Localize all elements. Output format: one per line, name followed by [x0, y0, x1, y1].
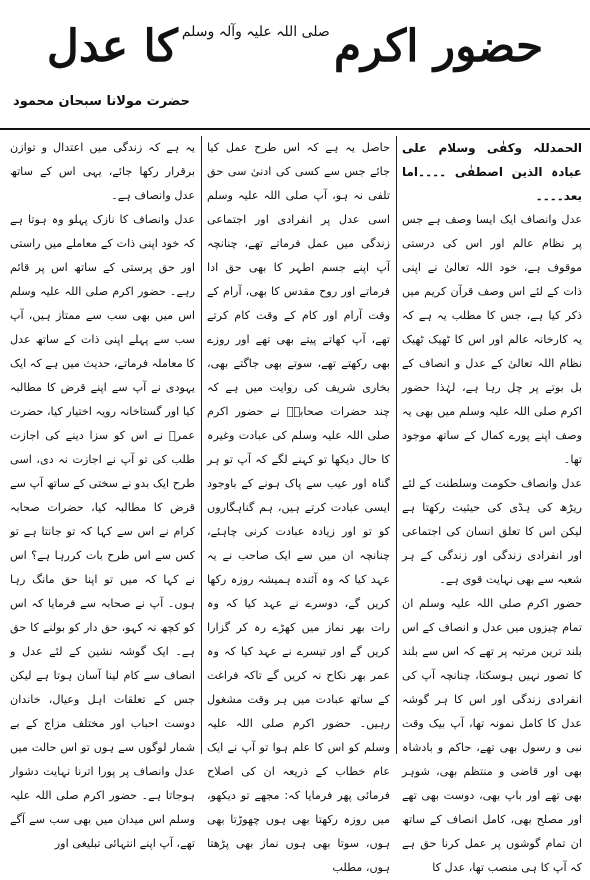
paragraph: عدل وانصاف ایک ایسا وصف ہے جس پر نظام عالم اور اس کی درستی موقوف ہے، خود اللہ تعالیٰ نے اپنی ذات کے لئے اس وصف قرآن کریم میں ذکر کیا ہے، جس کا مطلب یہ ہے کہ یہ کارخانہ عالم اور اس کا ٹھیک ٹھیک نظام اللہ تعالیٰ کے عدل و انصاف کے بل بوتے پر چل رہا ہے، لہٰذا حضور اکرم صلی اللہ علیہ وسلم میں بھی یہ وصف اپنے پورے کمال کے ساتھ موجود تھا۔ — [402, 213, 582, 466]
article-column-1 — [402, 136, 582, 874]
author-byline: حضرت مولانا سبحان محمود — [13, 94, 190, 109]
paragraph: عدل وانصاف کا نازک پہلو وہ ہوتا ہے کہ خود اپنی ذات کے معاملے میں راستی اور حق پرستی کے ساتھ اس پر قائم رہے۔ حضور اکرم صلی اللہ علیہ وسلم اس میں بھی سب سے ممتاز ہیں، آپ سب سے پہلے اپنی ذات کے ساتھ عدل کا معاملہ فرماتے، حدیث میں ہے کہ ایک یہودی نے آپ سے اپنے قرض کا مطالبہ کیا اور گستاخانہ رویہ اختیار کیا، حضرت عمرؓ نے اس کو سزا دینے کی اجازت طلب کی تو آپ نے اجازت نہ دی، اسی طرح ایک بدو نے سختی کے ساتھ آپ سے قرض کا مطالبہ کیا، حضرات صحابہ کرام نے اس سے کہا کہ تو جانتا ہے تو کس سے اس طرح بات کررہا ہے؟ اس نے کہا کہ میں تو اپنا حق مانگ رہا ہوں۔ آپ نے صحابہ سے فرمایا کہ اس کو کچھ نہ کہو، حق دار کو بولنے کا حق ہے۔ ایک گوشہ نشین کے لئے عدل و انصاف سے کام لینا آسان ہوتا ہے لیکن جس کے تعلقات اہل وعیال، خاندان دوست احباب اور مختلف مزاج کے بے شمار لوگوں سے ہوں تو اس حالت میں عدل وانصاف پر پورا اترنا نہایت دشوار ہوجاتا ہے۔ حضور اکرم صلی اللہ علیہ وسلم اس میدان میں بھی سب سے آگے تھے، آپ اپنے انتہائی تبلیغی اور — [10, 213, 195, 850]
title-main: حضور اکرم — [333, 20, 544, 72]
column-divider — [396, 136, 397, 754]
title-tail: کا عدل — [46, 20, 178, 72]
title-honorific: صلی اللہ علیہ وآلہ وسلم — [181, 24, 330, 40]
paragraph: حاصل یہ ہے کہ اس طرح عمل کیا جائے جس سے کسی کی ادنیٰ سی حق تلفی نہ ہو، آپ صلی اللہ علیہ وسلم اسی عدل پر انفرادی اور اجتماعی زندگی میں عمل فرماتے تھے، چنانچہ آپ اپنے جسم اطہر کا بھی حق ادا فرماتے اور روح مقدس کا بھی، آرام کے وقت آرام اور کام کے وقت کام کرتے تھے، آپ کھاتے پیتے بھی تھے اور روزے بھی رکھتے تھے، سوتے بھی جاگتے بھی، بخاری شریف کی روایت میں ہے کہ چند حضرات صحابہؓ نے حضور اکرم صلی اللہ علیہ وسلم کی عبادت وغیرہ کا حال دیکھا تو کہنے لگے کہ آپ تو ہر گناہ اور عیب سے پاک ہونے کے باوجود ایسی عبادت کرتے ہیں، ہم گناہگاروں کو تو اور زیادہ عبادت کرنی چاہئے، چنانچہ ان میں سے ایک صاحب نے یہ عہد کیا کہ وہ آئندہ ہمیشہ روزہ رکھا کریں گے، دوسرے نے عہد کیا کہ وہ رات بھر نماز میں کھڑے رہ کر گزارا کریں گے اور تیسرے نے عہد کیا کہ وہ عمر بھر نکاح نہ کریں گے تاکہ فراغت کے ساتھ عبادت میں ہر وقت مشغول رہیں۔ حضور اکرم صلی اللہ علیہ وسلم کو اس کا علم ہوا تو آپ نے ایک عام خطاب کے ذریعہ ان کی اصلاح فرمائی پھر فرمایا کہ: مجھے تو دیکھو، میں روزہ رکھتا بھی ہوں چھوڑتا بھی ہوں، سوتا بھی ہوں نماز بھی پڑھتا ہوں، مطلب — [207, 141, 390, 874]
paragraph: حضور اکرم صلی اللہ علیہ وسلم ان تمام چیزوں میں عدل و انصاف کے اس بلند ترین مرتبہ پر تھے کہ اس سے بلند کا تصور نہیں ہوسکتا، چنانچہ آپ کی انفرادی زندگی اور اس کا ہر گوشہ عدل کا کامل نمونہ تھا، آپ بیک وقت نبی و رسول بھی تھے، حاکم و بادشاہ بھی اور قاضی و منتظم بھی، شوہر بھی تھے اور باپ بھی، دوست بھی تھے اور مصلح بھی، کامل انصاف کے ساتھ ان تمام گوشوں پر عمل کرنا حق ہے کہ آپ کا ہی منصب تھا، عدل کا — [402, 597, 582, 874]
article-column-3 — [10, 136, 195, 850]
column-divider — [201, 136, 202, 754]
article-title — [46, 10, 544, 82]
paragraph: یہ ہے کہ زندگی میں اعتدال و توازن برقرار رکھا جائے، یہی اس کے ساتھ عدل وانصاف ہے۔ — [10, 141, 195, 202]
greeting-paragraph: الحمدللہ وکفٰی وسلام علی عبادہ الذین اصطفٰی ۔۔۔۔اما بعد۔۔۔۔ — [402, 141, 582, 203]
header-divider — [0, 128, 590, 130]
article-column-2 — [207, 136, 390, 874]
paragraph: عدل وانصاف حکومت وسلطنت کے لئے ریڑھ کی ہڈی کی حیثیت رکھتا ہے لیکن اس کا تعلق انسان کی اجتماعی اور انفرادی زندگی اور زندگی کے ہر شعبہ سے بھی نہایت قوی ہے۔ — [402, 477, 582, 586]
